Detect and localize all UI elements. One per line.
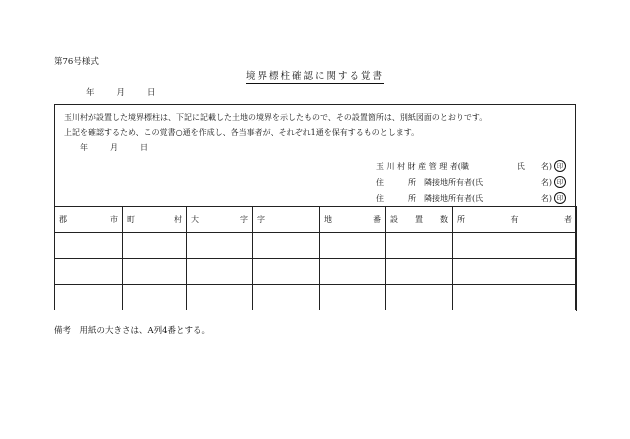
header-aza: 字 xyxy=(253,207,320,233)
table-cell[interactable] xyxy=(55,285,123,311)
date-line-inner xyxy=(80,144,148,152)
header-cho-son: 町村 xyxy=(123,207,187,233)
paragraph-description: 玉川村が設置した境界標柱は、下記に記載した土地の境界を示したもので、その設置箇所は、別紙図面のとおりです。 xyxy=(64,113,488,122)
remark-note: 備考 用紙の大きさは、A列4番とする。 xyxy=(54,326,211,336)
table-cell[interactable] xyxy=(187,259,253,285)
date-line-top xyxy=(86,89,156,98)
signature-name-field: 名) xyxy=(540,178,552,187)
header-setchi-su: 設置数 xyxy=(386,207,453,233)
date-inner-year: 年 xyxy=(80,143,88,152)
table-cell[interactable] xyxy=(320,259,386,285)
table-row xyxy=(55,233,577,259)
table-cell[interactable] xyxy=(253,259,320,285)
date-top-day: 日 xyxy=(147,88,156,98)
signature-row-manager xyxy=(376,160,566,171)
table-cell[interactable] xyxy=(453,233,577,259)
signature-label: 住 所 隣接地所有者(氏 xyxy=(376,178,484,187)
date-inner-month: 月 xyxy=(110,143,118,152)
torn-edge-divider xyxy=(54,310,576,316)
table-cell[interactable] xyxy=(187,285,253,311)
date-inner-day: 日 xyxy=(140,143,148,152)
signature-row-neighbor-2 xyxy=(376,192,566,203)
table-cell[interactable] xyxy=(253,233,320,259)
form-number: 第76号様式 xyxy=(54,57,99,67)
signature-row-neighbor-1 xyxy=(376,176,566,187)
header-shoyusha: 所有者 xyxy=(453,207,577,233)
signature-name-field: 名) xyxy=(540,194,552,203)
table-row xyxy=(55,259,577,285)
signature-label: 玉 川 村 財 産 管 理 者(職 xyxy=(376,162,469,171)
seal-mark-icon: 印 xyxy=(554,176,566,188)
parcel-table xyxy=(54,206,577,311)
table-cell[interactable] xyxy=(320,285,386,311)
table-cell[interactable] xyxy=(55,259,123,285)
table-cell[interactable] xyxy=(386,259,453,285)
table-header-row xyxy=(55,207,577,233)
header-oaza: 大字 xyxy=(187,207,253,233)
table-cell[interactable] xyxy=(123,285,187,311)
table-cell[interactable] xyxy=(386,233,453,259)
table-cell[interactable] xyxy=(320,233,386,259)
paragraph-confirmation: 上記を確認するため、この覚書○通を作成し、各当事者が、それぞれ1通を保有するものとします。 xyxy=(64,128,420,137)
table-cell[interactable] xyxy=(453,259,577,285)
header-gun-shi: 郡市 xyxy=(55,207,123,233)
table-cell[interactable] xyxy=(253,285,320,311)
date-top-month: 月 xyxy=(116,88,126,98)
document-title xyxy=(0,72,630,82)
table-row xyxy=(55,285,577,311)
table-cell[interactable] xyxy=(123,259,187,285)
header-chiban: 地番 xyxy=(320,207,386,233)
signature-name-field: 氏 名) xyxy=(516,162,552,171)
table-cell[interactable] xyxy=(386,285,453,311)
seal-mark-icon: 印 xyxy=(554,192,566,204)
signature-label: 住 所 隣接地所有者(氏 xyxy=(376,194,484,203)
table-cell[interactable] xyxy=(453,285,577,311)
table-cell[interactable] xyxy=(55,233,123,259)
document-title-text: 境界標柱確認に関する覚書 xyxy=(245,71,384,82)
table-cell[interactable] xyxy=(187,233,253,259)
form-frame xyxy=(54,104,576,313)
table-cell[interactable] xyxy=(123,233,187,259)
date-top-year: 年 xyxy=(86,88,95,98)
seal-mark-icon: 印 xyxy=(554,160,566,172)
